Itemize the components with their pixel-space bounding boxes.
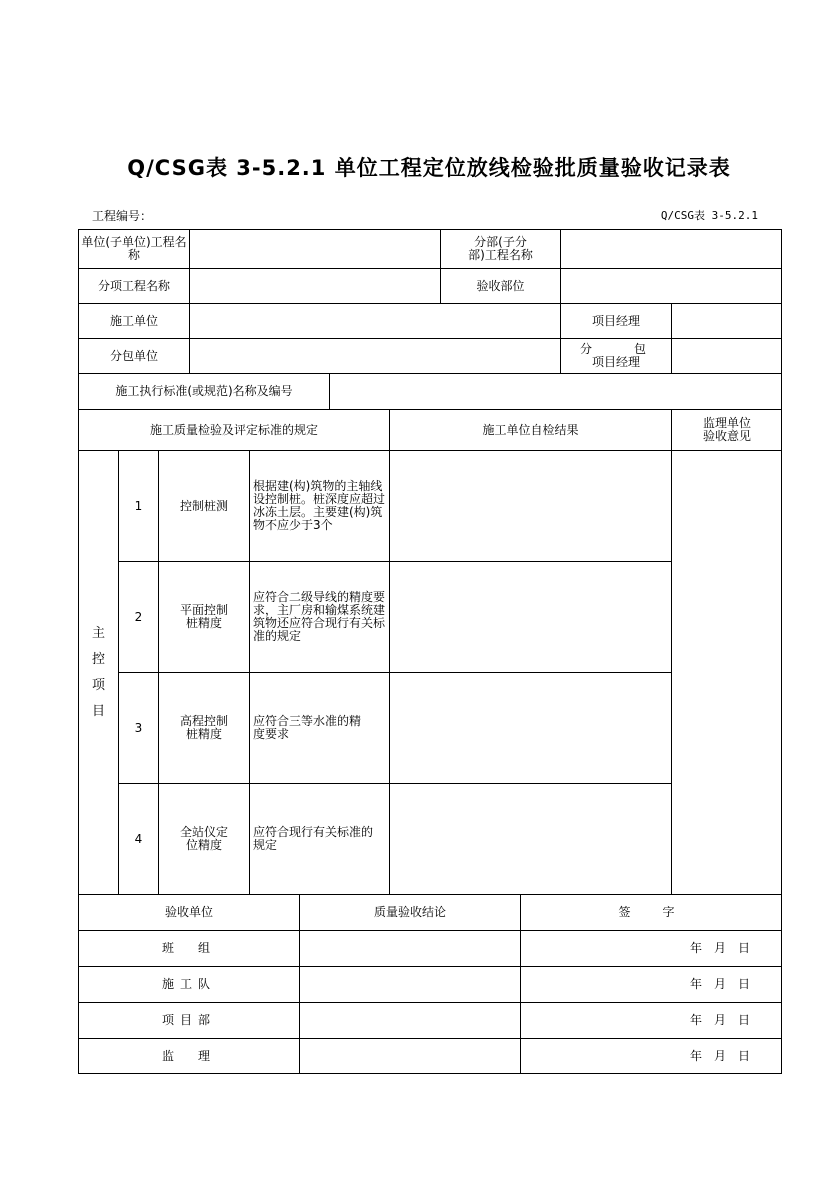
- acceptance-row-4-unit: 监 理: [78, 1038, 299, 1074]
- unit-project-value[interactable]: [189, 229, 440, 268]
- item-4-number: 4: [118, 783, 158, 894]
- acceptance-unit-header: 验收单位: [78, 894, 299, 930]
- project-manager-value[interactable]: [671, 303, 782, 338]
- supervisor-opinion-value[interactable]: [671, 450, 782, 894]
- quality-standard-header: 施工质量检验及评定标准的规定: [78, 409, 389, 450]
- acceptance-row-2-conclusion[interactable]: [299, 966, 520, 1002]
- acceptance-row-3-conclusion[interactable]: [299, 1002, 520, 1038]
- form-code: Q/CSG表 3-5.2.1: [660, 209, 758, 222]
- unit-project-label: 单位(子单位)工程名称: [78, 229, 189, 268]
- item-3-self-check[interactable]: [389, 672, 671, 783]
- acceptance-row-2-date[interactable]: 年 月 日: [520, 966, 782, 1002]
- item-3-requirement: 应符合三等水准的精度要求: [249, 672, 389, 783]
- acceptance-row-4-conclusion[interactable]: [299, 1038, 520, 1074]
- standard-label: 施工执行标准(或规范)名称及编号: [78, 373, 329, 409]
- self-check-header: 施工单位自检结果: [389, 409, 671, 450]
- acceptance-row-1-conclusion[interactable]: [299, 930, 520, 966]
- item-2-number: 2: [118, 561, 158, 672]
- acceptance-row-1-unit: 班 组: [78, 930, 299, 966]
- item-4-self-check[interactable]: [389, 783, 671, 894]
- table-right-border: [781, 229, 782, 1074]
- subcontract-unit-value[interactable]: [189, 338, 560, 373]
- table-bottom-border: [78, 1073, 782, 1074]
- construction-unit-label: 施工单位: [78, 303, 189, 338]
- acceptance-row-4-date[interactable]: 年 月 日: [520, 1038, 782, 1074]
- sub-project-value[interactable]: [560, 229, 782, 268]
- project-number-label: 工程编号：: [92, 209, 153, 223]
- page-title: Q/CSG表 3-5.2.1 单位工程定位放线检验批质量验收记录表: [127, 156, 731, 180]
- standard-value[interactable]: [329, 373, 782, 409]
- subcontract-unit-label: 分包单位: [78, 338, 189, 373]
- main-control-label: 主 控 项 目: [78, 450, 118, 894]
- project-manager-label: 项目经理: [560, 303, 671, 338]
- acceptance-part-label: 验收部位: [440, 268, 560, 303]
- item-1-number: 1: [118, 450, 158, 561]
- supervisor-opinion-header: 监理单位验收意见: [671, 409, 782, 450]
- sub-project-label: 分部(子分部)工程名称: [440, 229, 560, 268]
- item-3-number: 3: [118, 672, 158, 783]
- item-project-value[interactable]: [189, 268, 440, 303]
- acceptance-row-2-unit: 施工队: [78, 966, 299, 1002]
- item-2-self-check[interactable]: [389, 561, 671, 672]
- item-project-label: 分项工程名称: [78, 268, 189, 303]
- item-3-name: 高程控制桩精度: [158, 672, 249, 783]
- item-1-self-check[interactable]: [389, 450, 671, 561]
- item-4-name: 全站仪定位精度: [158, 783, 249, 894]
- item-1-requirement: 根据建(构)筑物的主轴线设控制桩。桩深度应超过冰冻土层。主要建(构)筑物不应少于3个: [249, 450, 389, 561]
- item-1-name: 控制桩测: [158, 450, 249, 561]
- acceptance-row-1-date[interactable]: 年 月 日: [520, 930, 782, 966]
- acceptance-part-value[interactable]: [560, 268, 782, 303]
- acceptance-row-3-unit: 项目部: [78, 1002, 299, 1038]
- acceptance-conclusion-header: 质量验收结论: [299, 894, 520, 930]
- acceptance-row-3-date[interactable]: 年 月 日: [520, 1002, 782, 1038]
- sub-project-manager-label: 分 包 项目经理: [560, 338, 671, 373]
- item-2-name: 平面控制桩精度: [158, 561, 249, 672]
- construction-unit-value[interactable]: [189, 303, 560, 338]
- acceptance-sign-header: 签 字: [520, 894, 782, 930]
- sub-project-manager-value[interactable]: [671, 338, 782, 373]
- item-2-requirement: 应符合二级导线的精度要求，主厂房和输煤系统建筑物还应符合现行有关标准的规定: [249, 561, 389, 672]
- item-4-requirement: 应符合现行有关标准的规定: [249, 783, 389, 894]
